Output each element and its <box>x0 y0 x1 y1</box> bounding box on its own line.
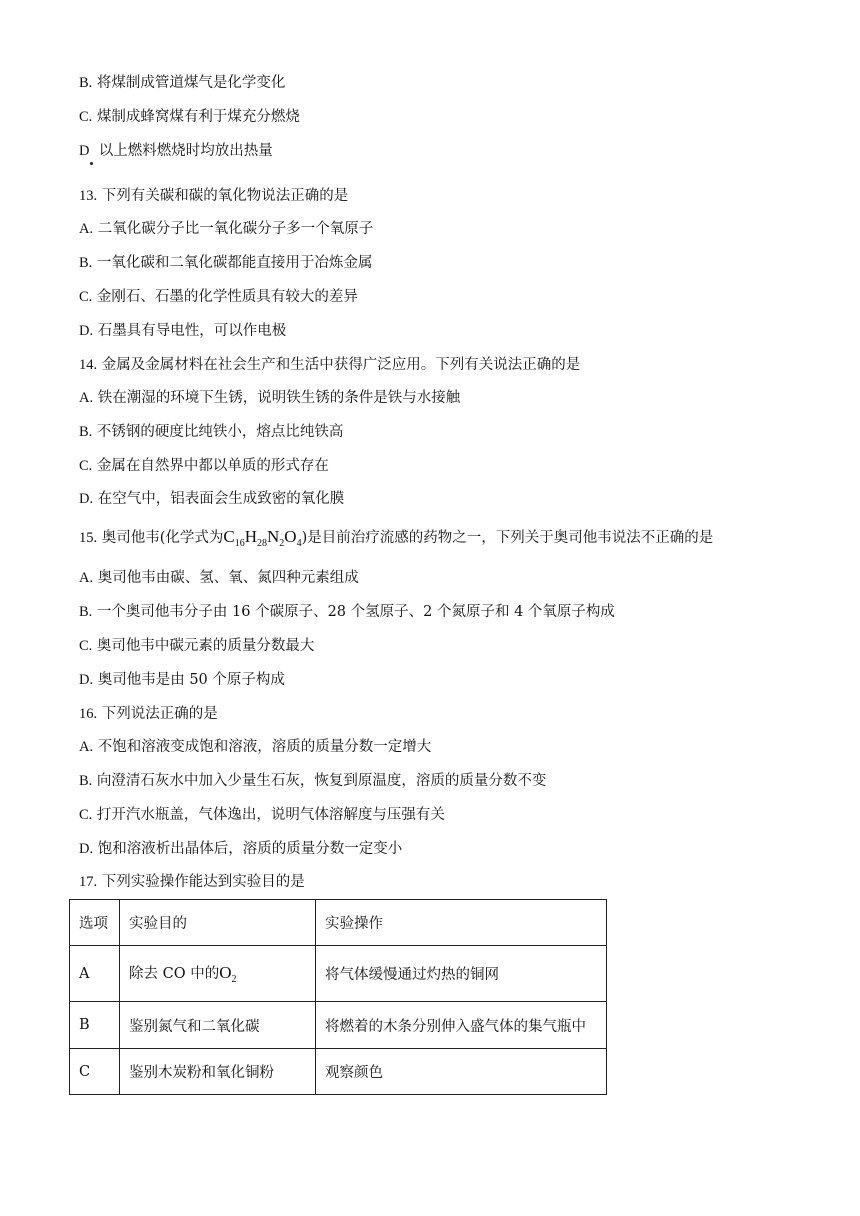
option-13b: B. 一氧化碳和二氧化碳都能直接用于冶炼金属 <box>79 255 373 271</box>
header-operation: 实验操作 <box>316 900 607 946</box>
cell-purpose: 鉴别木炭粉和氧化铜粉 <box>120 1049 316 1095</box>
option-14d: D. 在空气中，铝表面会生成致密的氧化膜 <box>79 491 345 507</box>
option-15c: C. 奥司他韦中碳元素的质量分数最大 <box>79 638 315 654</box>
table-row <box>70 1049 607 1095</box>
option-16b: B. 向澄清石灰水中加入少量生石灰，恢复到原温度，溶质的质量分数不变 <box>79 773 547 789</box>
option-12b: B. 将煤制成管道煤气是化学变化 <box>79 75 286 91</box>
formula-oseltamivir: $C_{16}H_{28}N_2O_4$ <box>223 527 302 549</box>
experiment-table <box>69 899 607 1095</box>
table-row <box>70 946 607 1002</box>
option-13c: C. 金刚石、石墨的化学性质具有较大的差异 <box>79 289 358 305</box>
question-14: 14. 金属及金属材料在社会生产和生活中获得广泛应用。下列有关说法正确的是 <box>79 357 581 373</box>
question-15: 15. 奥司他韦(化学式为$C_{16}H_{28}N_2O_4$)是目前治疗流感的药物之一，下列关于奥司他韦说法不正确的是 <box>79 527 714 549</box>
option-15d: D. 奥司他韦是由 50 个原子构成 <box>79 672 285 688</box>
cell-purpose: 鉴别氮气和二氧化碳 <box>120 1002 316 1049</box>
option-14c: C. 金属在自然界中都以单质的形式存在 <box>79 458 329 474</box>
question-17: 17. 下列实验操作能达到实验目的是 <box>79 874 305 890</box>
option-16d: D. 饱和溶液析出晶体后，溶质的质量分数一定变小 <box>79 841 403 857</box>
option-13a: A. 二氧化碳分子比一氧化碳分子多一个氧原子 <box>79 221 374 237</box>
option-12c: C. 煤制成蜂窝煤有利于煤充分燃烧 <box>79 109 300 125</box>
cell-option: C <box>70 1049 120 1095</box>
cell-purpose: 除去 CO 中的$O_2$ <box>120 946 316 1002</box>
option-12d: D 以上燃料燃烧时均放出热量 <box>79 143 273 159</box>
cell-option: B <box>70 1002 120 1049</box>
question-13: 13. 下列有关碳和碳的氧化物说法正确的是 <box>79 188 349 204</box>
cell-operation: 将气体缓慢通过灼热的铜网 <box>316 946 607 1002</box>
option-15a: A. 奥司他韦由碳、氢、氧、氮四种元素组成 <box>79 570 359 586</box>
option-16c: C. 打开汽水瓶盖，气体逸出，说明气体溶解度与压强有关 <box>79 807 445 823</box>
option-14b: B. 不锈钢的硬度比纯铁小，熔点比纯铁高 <box>79 424 344 440</box>
option-16a: A. 不饱和溶液变成饱和溶液，溶质的质量分数一定增大 <box>79 739 432 755</box>
cell-option: A <box>70 946 120 1002</box>
table-row <box>70 1002 607 1049</box>
option-14a: A. 铁在潮湿的环境下生锈，说明铁生锈的条件是铁与水接触 <box>79 390 461 406</box>
cell-operation: 观察颜色 <box>316 1049 607 1095</box>
cell-operation: 将燃着的木条分别伸入盛气体的集气瓶中 <box>316 1002 607 1049</box>
period-mark <box>90 162 93 165</box>
header-purpose: 实验目的 <box>120 900 316 946</box>
question-16: 16. 下列说法正确的是 <box>79 706 218 722</box>
table-header-row <box>70 900 607 946</box>
formula-o2: $O_2$ <box>219 963 237 985</box>
header-option: 选项 <box>70 900 120 946</box>
option-13d: D. 石墨具有导电性，可以作电极 <box>79 323 287 339</box>
option-15b: B. 一个奥司他韦分子由 16 个碳原子、28 个氢原子、2 个氮原子和 4 个氧原子构成 <box>79 604 615 620</box>
